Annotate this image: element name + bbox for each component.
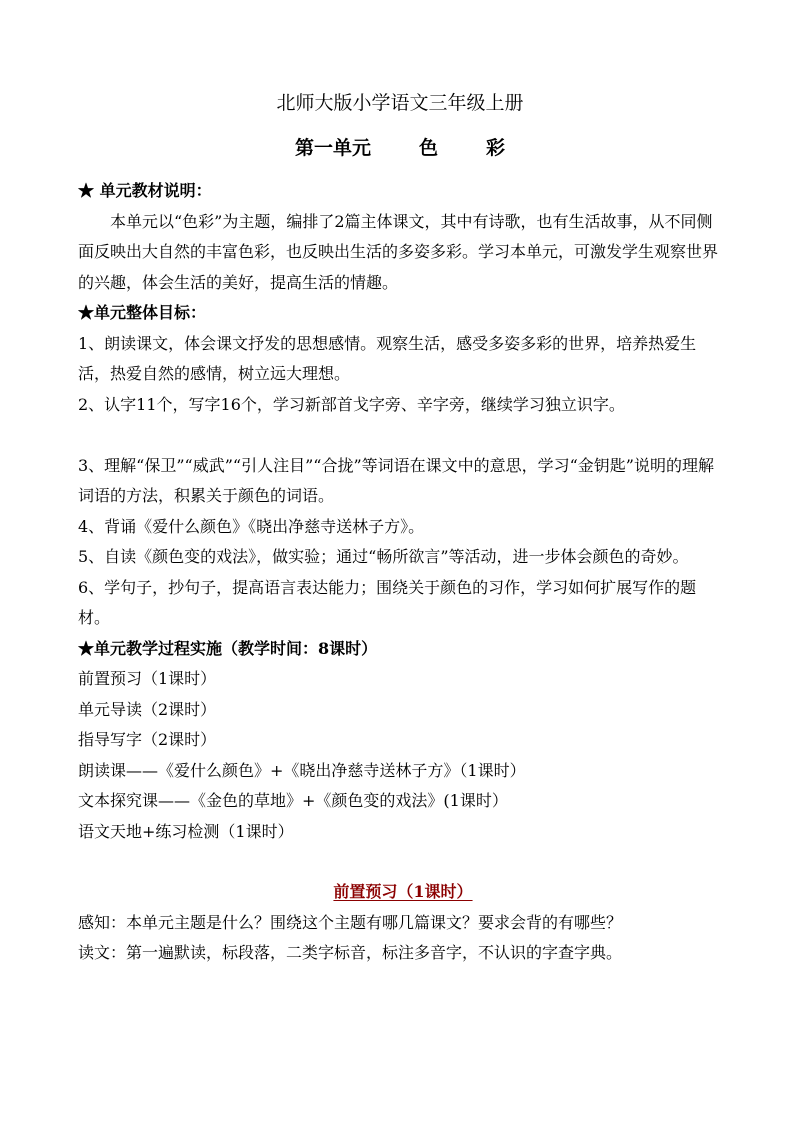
preview-line: 感知：本单元主题是什么？围绕这个主题有哪几篇课文？要求会背的有哪些？ (78, 912, 623, 932)
goal-item: 5、自读《颜色变的戏法》，做实验；通过“畅所欲言”等活动，进一步体会颜色的奇妙。 (78, 547, 689, 566)
goal-item: 1、朗读课文，体会课文抒发的思想感情。观察生活，感受多姿多彩的世界，培养热爱生活，热爱自然的感情，树立远大理想。 (78, 333, 697, 383)
section-heading-preview (78, 877, 728, 908)
goal-item: 6、学句子，抄句子，提高语言表达能力；围绕关于颜色的习作，学习如何扩展写作的题材。 (78, 577, 697, 627)
section-heading-materials: ★ 单元教材说明： (78, 181, 212, 200)
materials-paragraph: 本单元以“色彩”为主题，编排了2篇主体课文，其中有诗歌，也有生活故事，从不同侧面反映出大自然的丰富色彩，也反映出生活的多姿多彩。学习本单元，可激发学生观察世界的兴趣，体会生活的美好，提高生活的情趣。 (78, 211, 719, 292)
preview-heading-text: 前置预习（1课时） (333, 882, 473, 901)
subtitle-char-1: 色 (418, 137, 438, 159)
subtitle-char-2: 彩 (486, 137, 506, 159)
doc-body (78, 176, 728, 969)
process-item: 指导写字（2课时） (78, 730, 217, 749)
process-item: 单元导读（2课时） (78, 699, 217, 719)
process-item: 朗读课——《爱什么颜色》+《晓出净慈寺送林子方》（1课时） (78, 760, 526, 780)
goal-item: 2、认字11个，写字16个，学习新部首戈字旁、辛字旁，继续学习独立识字。 (78, 394, 625, 414)
process-item: 文本探究课——《金色的草地》+《颜色变的戏法》(1课时） (78, 791, 508, 810)
process-item: 前置预习（1课时） (78, 669, 217, 688)
subtitle-unit: 第一单元 (294, 137, 371, 159)
section-heading-goals: ★单元整体目标： (78, 303, 207, 322)
goal-item: 4、背诵《爱什么颜色》《晓出净慈寺送林子方》。 (78, 516, 425, 536)
process-item: 语文天地+练习检测（1课时） (78, 821, 294, 841)
preview-line: 读文：第一遍默读，标段落，二类字标音，标注多音字，不认识的字查字典。 (78, 943, 623, 962)
blank-line (78, 420, 728, 451)
section-heading-process: ★单元教学过程实施（教学时间：8课时） (78, 638, 378, 658)
doc-title: 北师大版小学语文三年级上册 (276, 92, 524, 114)
doc-subtitle (0, 133, 800, 160)
goal-item: 3、理解“保卫”“威武”“引人注目”“合拢”等词语在课文中的意思，学习“金钥匙”说明的理解词语的方法，积累关于颜色的词语。 (78, 455, 714, 505)
